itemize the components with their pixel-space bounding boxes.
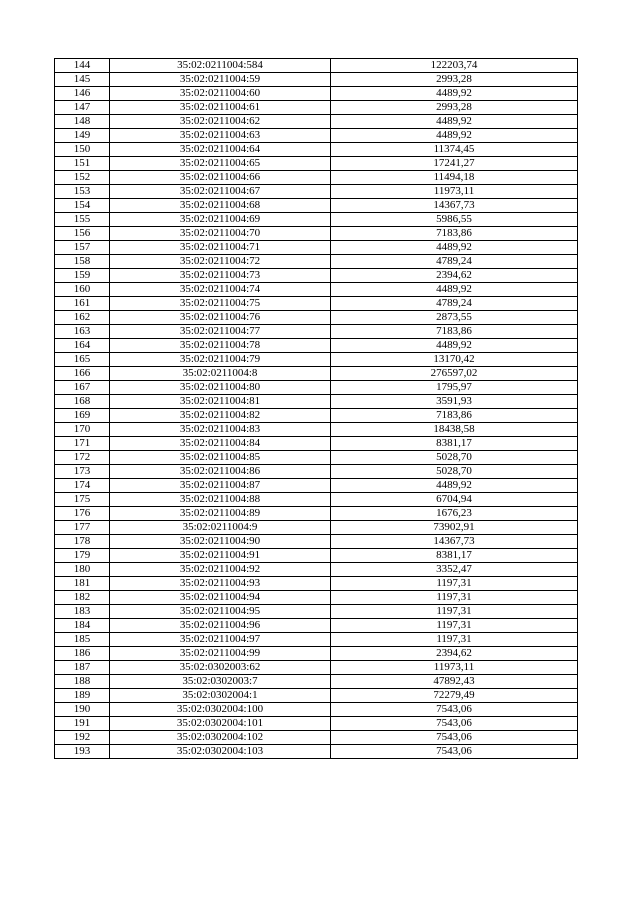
table-row xyxy=(55,661,578,675)
row-number-cell: 191 xyxy=(55,717,110,731)
value-cell: 8381,17 xyxy=(331,437,578,451)
table-body xyxy=(55,59,578,759)
row-number-cell: 157 xyxy=(55,241,110,255)
cadastral-number-cell: 35:02:0302004:1 xyxy=(110,689,331,703)
cadastral-number-cell: 35:02:0211004:75 xyxy=(110,297,331,311)
row-number-cell: 150 xyxy=(55,143,110,157)
cadastral-number-cell: 35:02:0211004:81 xyxy=(110,395,331,409)
table-row xyxy=(55,171,578,185)
value-cell: 2394,62 xyxy=(331,647,578,661)
cadastral-number-cell: 35:02:0211004:97 xyxy=(110,633,331,647)
value-cell: 4489,92 xyxy=(331,115,578,129)
table-row xyxy=(55,647,578,661)
row-number-cell: 160 xyxy=(55,283,110,297)
row-number-cell: 152 xyxy=(55,171,110,185)
table-row xyxy=(55,185,578,199)
table-row xyxy=(55,535,578,549)
value-cell: 4789,24 xyxy=(331,297,578,311)
value-cell: 7543,06 xyxy=(331,717,578,731)
row-number-cell: 161 xyxy=(55,297,110,311)
row-number-cell: 148 xyxy=(55,115,110,129)
cadastral-number-cell: 35:02:0302004:100 xyxy=(110,703,331,717)
table-row xyxy=(55,605,578,619)
value-cell: 1197,31 xyxy=(331,577,578,591)
value-cell: 4489,92 xyxy=(331,129,578,143)
row-number-cell: 185 xyxy=(55,633,110,647)
row-number-cell: 151 xyxy=(55,157,110,171)
value-cell: 72279,49 xyxy=(331,689,578,703)
table-row xyxy=(55,73,578,87)
value-cell: 14367,73 xyxy=(331,199,578,213)
row-number-cell: 153 xyxy=(55,185,110,199)
value-cell: 3591,93 xyxy=(331,395,578,409)
cadastral-number-cell: 35:02:0211004:64 xyxy=(110,143,331,157)
row-number-cell: 174 xyxy=(55,479,110,493)
value-cell: 7543,06 xyxy=(331,745,578,759)
table-row xyxy=(55,255,578,269)
row-number-cell: 144 xyxy=(55,59,110,73)
row-number-cell: 193 xyxy=(55,745,110,759)
value-cell: 11973,11 xyxy=(331,661,578,675)
cadastral-number-cell: 35:02:0211004:71 xyxy=(110,241,331,255)
row-number-cell: 169 xyxy=(55,409,110,423)
row-number-cell: 186 xyxy=(55,647,110,661)
value-cell: 2993,28 xyxy=(331,73,578,87)
value-cell: 1795,97 xyxy=(331,381,578,395)
row-number-cell: 158 xyxy=(55,255,110,269)
table-row xyxy=(55,157,578,171)
row-number-cell: 159 xyxy=(55,269,110,283)
table-row xyxy=(55,143,578,157)
table-row xyxy=(55,521,578,535)
table-row xyxy=(55,703,578,717)
cadastral-number-cell: 35:02:0211004:84 xyxy=(110,437,331,451)
table-row xyxy=(55,199,578,213)
row-number-cell: 182 xyxy=(55,591,110,605)
row-number-cell: 178 xyxy=(55,535,110,549)
cadastral-number-cell: 35:02:0211004:82 xyxy=(110,409,331,423)
row-number-cell: 192 xyxy=(55,731,110,745)
table-row xyxy=(55,395,578,409)
value-cell: 4489,92 xyxy=(331,479,578,493)
table-row xyxy=(55,479,578,493)
row-number-cell: 184 xyxy=(55,619,110,633)
table-row xyxy=(55,619,578,633)
table-row xyxy=(55,311,578,325)
value-cell: 73902,91 xyxy=(331,521,578,535)
row-number-cell: 156 xyxy=(55,227,110,241)
value-cell: 5028,70 xyxy=(331,465,578,479)
table-row xyxy=(55,381,578,395)
table-row xyxy=(55,339,578,353)
cadastral-number-cell: 35:02:0211004:92 xyxy=(110,563,331,577)
cadastral-number-cell: 35:02:0211004:63 xyxy=(110,129,331,143)
table-row xyxy=(55,423,578,437)
row-number-cell: 177 xyxy=(55,521,110,535)
value-cell: 8381,17 xyxy=(331,549,578,563)
cadastral-number-cell: 35:02:0211004:60 xyxy=(110,87,331,101)
row-number-cell: 147 xyxy=(55,101,110,115)
value-cell: 1197,31 xyxy=(331,591,578,605)
table-row xyxy=(55,283,578,297)
value-cell: 7183,86 xyxy=(331,325,578,339)
value-cell: 5028,70 xyxy=(331,451,578,465)
cadastral-number-cell: 35:02:0211004:70 xyxy=(110,227,331,241)
row-number-cell: 170 xyxy=(55,423,110,437)
value-cell: 4789,24 xyxy=(331,255,578,269)
value-cell: 4489,92 xyxy=(331,339,578,353)
row-number-cell: 163 xyxy=(55,325,110,339)
table-row xyxy=(55,353,578,367)
table-row xyxy=(55,563,578,577)
cadastral-number-cell: 35:02:0211004:87 xyxy=(110,479,331,493)
row-number-cell: 183 xyxy=(55,605,110,619)
row-number-cell: 162 xyxy=(55,311,110,325)
cadastral-number-cell: 35:02:0211004:96 xyxy=(110,619,331,633)
row-number-cell: 146 xyxy=(55,87,110,101)
data-table xyxy=(54,58,578,759)
table-row xyxy=(55,297,578,311)
cadastral-number-cell: 35:02:0211004:73 xyxy=(110,269,331,283)
table-row xyxy=(55,241,578,255)
cadastral-number-cell: 35:02:0211004:79 xyxy=(110,353,331,367)
cadastral-number-cell: 35:02:0211004:68 xyxy=(110,199,331,213)
value-cell: 1676,23 xyxy=(331,507,578,521)
row-number-cell: 171 xyxy=(55,437,110,451)
cadastral-number-cell: 35:02:0302004:103 xyxy=(110,745,331,759)
cadastral-number-cell: 35:02:0302004:102 xyxy=(110,731,331,745)
table-row xyxy=(55,745,578,759)
row-number-cell: 167 xyxy=(55,381,110,395)
table-row xyxy=(55,493,578,507)
table-row xyxy=(55,129,578,143)
value-cell: 5986,55 xyxy=(331,213,578,227)
cadastral-number-cell: 35:02:0302003:62 xyxy=(110,661,331,675)
value-cell: 1197,31 xyxy=(331,633,578,647)
cadastral-number-cell: 35:02:0211004:99 xyxy=(110,647,331,661)
table-row xyxy=(55,633,578,647)
row-number-cell: 190 xyxy=(55,703,110,717)
value-cell: 4489,92 xyxy=(331,241,578,255)
value-cell: 122203,74 xyxy=(331,59,578,73)
table-row xyxy=(55,437,578,451)
value-cell: 11494,18 xyxy=(331,171,578,185)
value-cell: 4489,92 xyxy=(331,87,578,101)
cadastral-number-cell: 35:02:0211004:69 xyxy=(110,213,331,227)
row-number-cell: 149 xyxy=(55,129,110,143)
row-number-cell: 173 xyxy=(55,465,110,479)
table-row xyxy=(55,465,578,479)
value-cell: 11973,11 xyxy=(331,185,578,199)
row-number-cell: 168 xyxy=(55,395,110,409)
cadastral-number-cell: 35:02:0211004:86 xyxy=(110,465,331,479)
cadastral-number-cell: 35:02:0211004:8 xyxy=(110,367,331,381)
table-row xyxy=(55,101,578,115)
table-row xyxy=(55,577,578,591)
value-cell: 7543,06 xyxy=(331,703,578,717)
table-row xyxy=(55,227,578,241)
value-cell: 7543,06 xyxy=(331,731,578,745)
value-cell: 1197,31 xyxy=(331,605,578,619)
cadastral-number-cell: 35:02:0211004:78 xyxy=(110,339,331,353)
value-cell: 6704,94 xyxy=(331,493,578,507)
table-row xyxy=(55,325,578,339)
table-row xyxy=(55,549,578,563)
cadastral-number-cell: 35:02:0211004:88 xyxy=(110,493,331,507)
table-row xyxy=(55,213,578,227)
table-row xyxy=(55,115,578,129)
row-number-cell: 172 xyxy=(55,451,110,465)
table-row xyxy=(55,731,578,745)
cadastral-number-cell: 35:02:0211004:77 xyxy=(110,325,331,339)
value-cell: 7183,86 xyxy=(331,227,578,241)
cadastral-number-cell: 35:02:0211004:61 xyxy=(110,101,331,115)
cadastral-number-cell: 35:02:0211004:93 xyxy=(110,577,331,591)
row-number-cell: 180 xyxy=(55,563,110,577)
table-row xyxy=(55,451,578,465)
value-cell: 2993,28 xyxy=(331,101,578,115)
row-number-cell: 187 xyxy=(55,661,110,675)
cadastral-number-cell: 35:02:0211004:89 xyxy=(110,507,331,521)
value-cell: 3352,47 xyxy=(331,563,578,577)
row-number-cell: 154 xyxy=(55,199,110,213)
row-number-cell: 181 xyxy=(55,577,110,591)
cadastral-number-cell: 35:02:0211004:83 xyxy=(110,423,331,437)
cadastral-number-cell: 35:02:0211004:94 xyxy=(110,591,331,605)
value-cell: 11374,45 xyxy=(331,143,578,157)
table-row xyxy=(55,507,578,521)
row-number-cell: 188 xyxy=(55,675,110,689)
cadastral-number-cell: 35:02:0211004:90 xyxy=(110,535,331,549)
cadastral-number-cell: 35:02:0302003:7 xyxy=(110,675,331,689)
value-cell: 1197,31 xyxy=(331,619,578,633)
table-row xyxy=(55,717,578,731)
value-cell: 2873,55 xyxy=(331,311,578,325)
row-number-cell: 155 xyxy=(55,213,110,227)
table-row xyxy=(55,87,578,101)
table-row xyxy=(55,409,578,423)
row-number-cell: 145 xyxy=(55,73,110,87)
table-row xyxy=(55,675,578,689)
cadastral-number-cell: 35:02:0211004:62 xyxy=(110,115,331,129)
row-number-cell: 175 xyxy=(55,493,110,507)
cadastral-number-cell: 35:02:0211004:584 xyxy=(110,59,331,73)
cadastral-number-cell: 35:02:0211004:59 xyxy=(110,73,331,87)
row-number-cell: 166 xyxy=(55,367,110,381)
cadastral-number-cell: 35:02:0211004:72 xyxy=(110,255,331,269)
row-number-cell: 179 xyxy=(55,549,110,563)
cadastral-number-cell: 35:02:0211004:80 xyxy=(110,381,331,395)
value-cell: 47892,43 xyxy=(331,675,578,689)
cadastral-number-cell: 35:02:0211004:95 xyxy=(110,605,331,619)
cadastral-number-cell: 35:02:0211004:67 xyxy=(110,185,331,199)
value-cell: 2394,62 xyxy=(331,269,578,283)
value-cell: 18438,58 xyxy=(331,423,578,437)
table-row xyxy=(55,59,578,73)
cadastral-number-cell: 35:02:0211004:76 xyxy=(110,311,331,325)
cadastral-number-cell: 35:02:0302004:101 xyxy=(110,717,331,731)
row-number-cell: 189 xyxy=(55,689,110,703)
value-cell: 17241,27 xyxy=(331,157,578,171)
value-cell: 14367,73 xyxy=(331,535,578,549)
value-cell: 13170,42 xyxy=(331,353,578,367)
row-number-cell: 176 xyxy=(55,507,110,521)
cadastral-number-cell: 35:02:0211004:91 xyxy=(110,549,331,563)
table-row xyxy=(55,591,578,605)
table-row xyxy=(55,689,578,703)
value-cell: 4489,92 xyxy=(331,283,578,297)
table-row xyxy=(55,367,578,381)
cadastral-number-cell: 35:02:0211004:66 xyxy=(110,171,331,185)
value-cell: 7183,86 xyxy=(331,409,578,423)
cadastral-number-cell: 35:02:0211004:74 xyxy=(110,283,331,297)
cadastral-number-cell: 35:02:0211004:65 xyxy=(110,157,331,171)
cadastral-number-cell: 35:02:0211004:85 xyxy=(110,451,331,465)
cadastral-number-cell: 35:02:0211004:9 xyxy=(110,521,331,535)
row-number-cell: 165 xyxy=(55,353,110,367)
value-cell: 276597,02 xyxy=(331,367,578,381)
row-number-cell: 164 xyxy=(55,339,110,353)
table-row xyxy=(55,269,578,283)
